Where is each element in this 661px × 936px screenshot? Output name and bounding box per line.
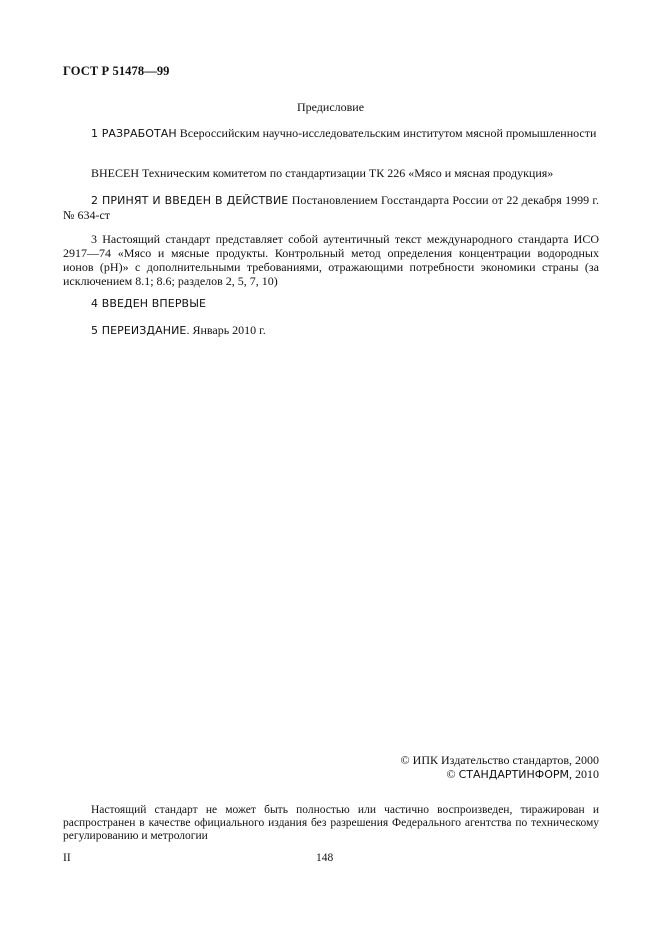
- foreword-item-introduced: [63, 166, 599, 180]
- foreword-item-developed: [63, 126, 599, 141]
- copyright-symbol: ©: [446, 767, 459, 781]
- item-text: . Январь 2010 г.: [186, 323, 266, 337]
- item-lead: 2 ПРИНЯТ И ВВЕДЕН В ДЕЙСТВИЕ: [91, 194, 289, 207]
- foreword-title: Предисловие: [296, 100, 365, 114]
- foreword-item-first-introduced: [63, 296, 599, 311]
- standard-code: ГОСТ Р 51478—99: [63, 64, 170, 78]
- copyright-line-2: [401, 767, 599, 782]
- copyright-line-1: © ИПК Издательство стандартов, 2000: [400, 753, 599, 767]
- item-lead: 1 РАЗРАБОТАН: [91, 127, 177, 140]
- foreword-item-reissue: [63, 323, 599, 338]
- item-lead: ВНЕСЕН: [91, 166, 139, 180]
- item-lead: 5 ПЕРЕИЗДАНИЕ: [91, 324, 187, 337]
- item-lead: 4 ВВЕДЕН ВПЕРВЫЕ: [91, 297, 207, 310]
- page-roman-numeral: II: [63, 852, 71, 864]
- foreword-item-adopted: [63, 193, 599, 222]
- item-text: Постановлением Госстандарта России от 22 декабря 1999 г. № 634-ст: [63, 193, 599, 222]
- reproduction-notice: Настоящий стандарт не может быть полностью или частично воспроизведен, тиражирован и распространен в качестве официального издания без разрешения Федерального агентства по техническому регулированию и метрологии: [63, 804, 599, 842]
- copyright-year: , 2010: [569, 767, 599, 781]
- item-text: 3 Настоящий стандарт представляет собой аутентичный текст международного стандарта ИСО 2917—74 «Мясо и мясные продукты. Контрольный метод определения концентрации водородных ионов (рН)» с дополнительными требованиями, отражающими потребности экономики страны (за исключением 8.1; 8.6; разделов 2, 5, 7, 10): [63, 232, 599, 288]
- foreword-item-authentic-text: [63, 232, 599, 288]
- copyright-publisher: СТАНДАРТИНФОРМ: [458, 768, 569, 781]
- copyright-block: [401, 753, 599, 782]
- page-number: 148: [316, 852, 334, 864]
- item-text: Всероссийским научно-исследовательским институтом мясной промышленности: [176, 126, 597, 140]
- item-text: Техническим комитетом по стандартизации ТК 226 «Мясо и мясная продукция»: [139, 166, 554, 180]
